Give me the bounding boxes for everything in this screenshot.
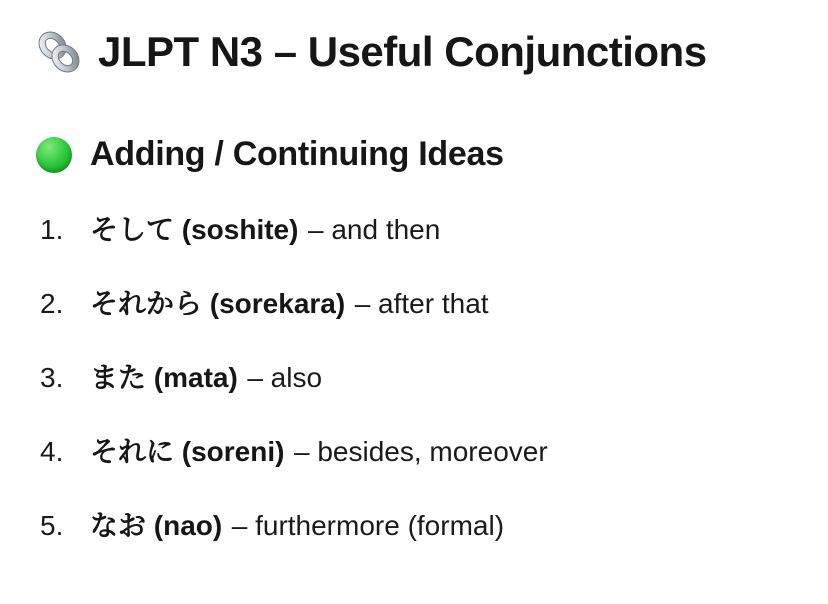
japanese-term: それから (sorekara) [90, 288, 346, 320]
section-heading [36, 134, 808, 175]
japanese-term: そして (soshite) [90, 214, 299, 246]
list-item-text [90, 361, 322, 394]
page-title-text: JLPT N3 – Useful Conjunctions [98, 28, 707, 75]
list-item [40, 361, 808, 394]
conjunction-list [36, 213, 808, 542]
english-meaning: – also [247, 362, 323, 394]
list-item-number: 5. [40, 510, 64, 542]
japanese-term: それに (soreni) [90, 436, 285, 468]
list-item-number: 1. [40, 214, 64, 246]
japanese-term: また (mata) [90, 362, 238, 394]
green-circle-icon [36, 137, 72, 173]
list-item-text [90, 509, 504, 542]
english-meaning: – besides, moreover [293, 436, 548, 468]
english-meaning: – furthermore (formal) [231, 510, 505, 542]
list-item-number: 3. [40, 362, 64, 394]
list-item [40, 213, 808, 246]
section-heading-text: Adding / Continuing Ideas [90, 135, 504, 174]
link-icon [36, 29, 82, 75]
list-item-number: 2. [40, 288, 64, 320]
english-meaning: – after that [354, 288, 489, 320]
list-item [40, 287, 808, 320]
english-meaning: – and then [307, 214, 441, 246]
list-item-text [90, 287, 489, 320]
list-item [40, 435, 808, 468]
list-item-text [90, 435, 548, 468]
list-item-text [90, 213, 440, 246]
japanese-term: なお (nao) [90, 510, 223, 542]
list-item [40, 509, 808, 542]
list-item-number: 4. [40, 436, 64, 468]
page-title [36, 28, 808, 76]
